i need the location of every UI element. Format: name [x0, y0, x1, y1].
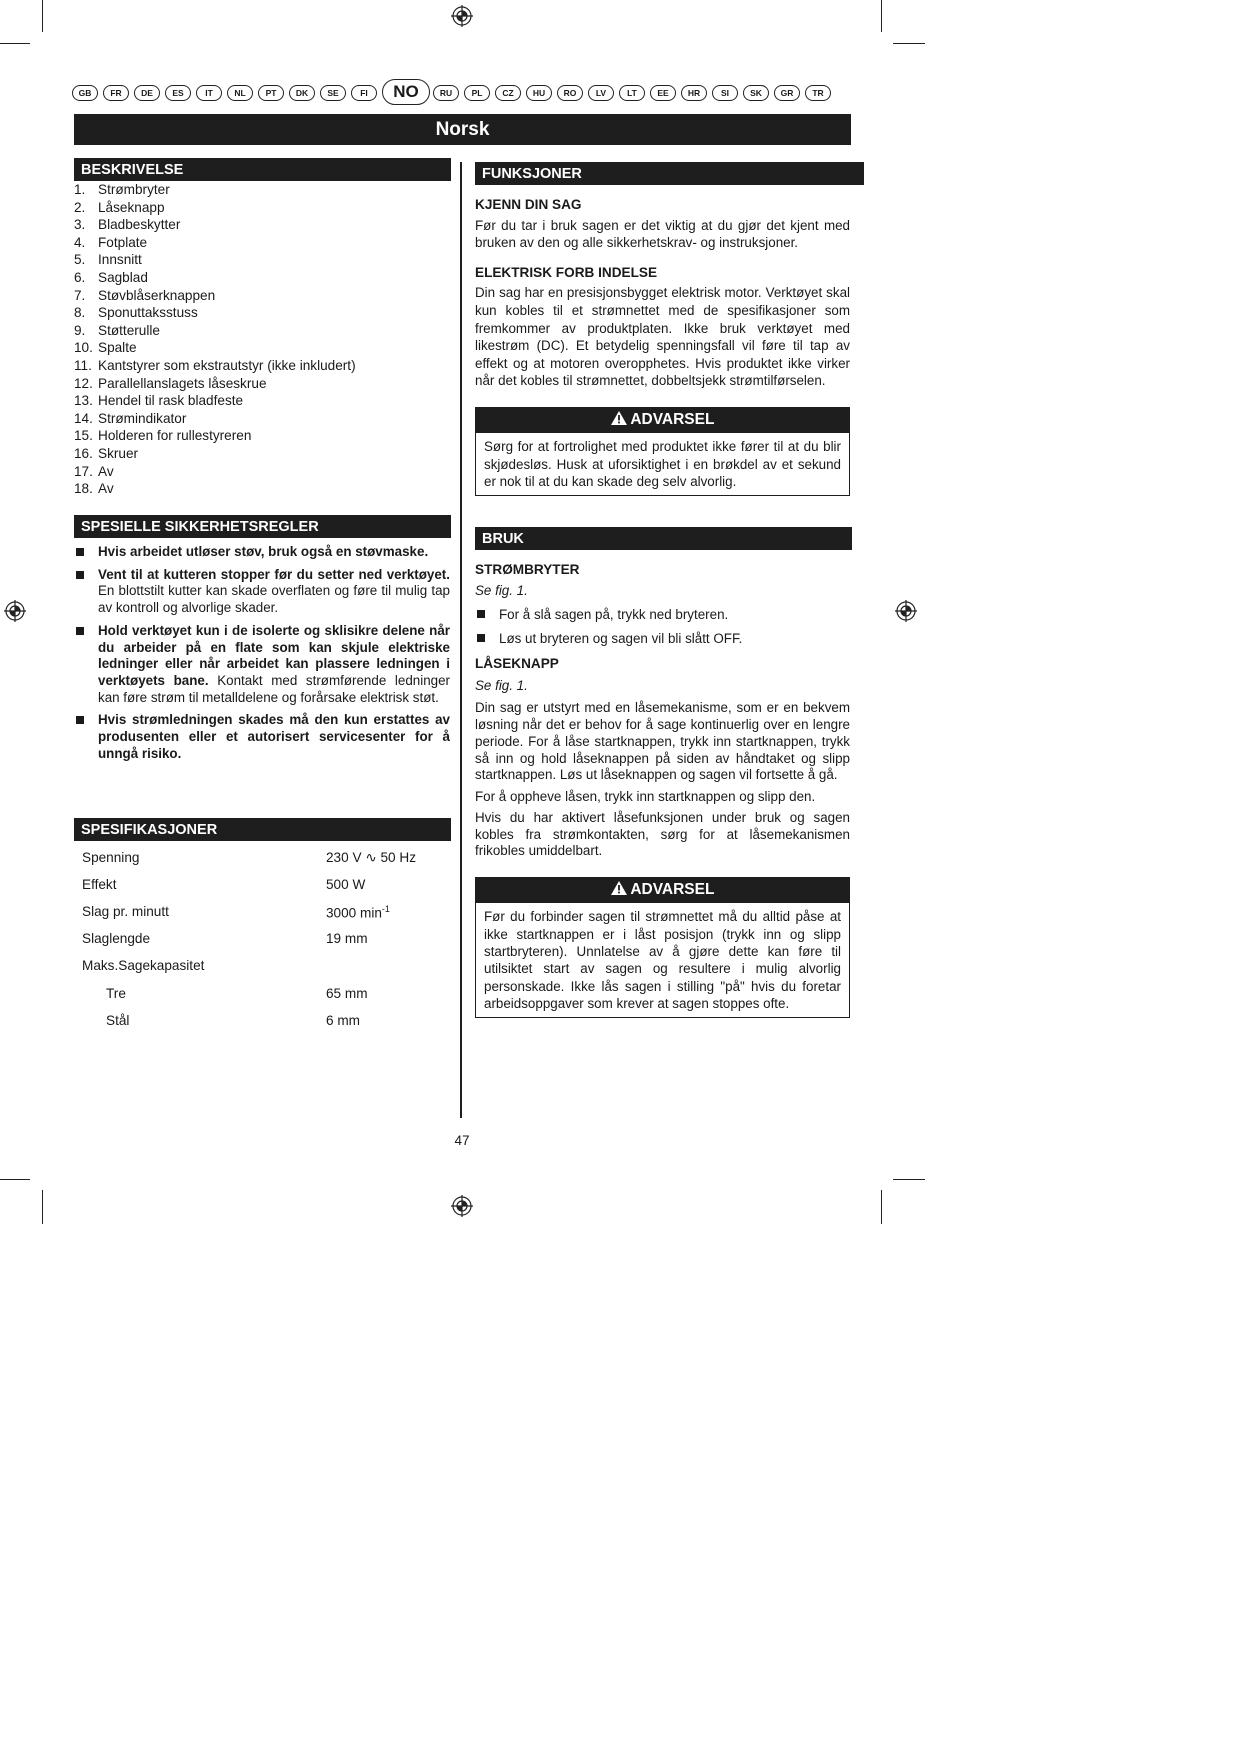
registration-mark-icon [451, 1195, 473, 1217]
switch-instructions [475, 606, 850, 647]
list-item [74, 392, 356, 410]
language-tab-nl[interactable]: NL [227, 85, 253, 101]
safety-rule-bold: Hvis arbeidet utløser støv, bruk også en støvmaske. [98, 544, 429, 559]
list-item-label: Av [98, 481, 114, 497]
paragraph-kjenn: Før du tar i bruk sagen er det viktig at du gjør det kjent med bruken av den og alle sikkerhetskrav- og instruksjoner. [475, 217, 850, 251]
list-item-number: 9. [74, 322, 86, 338]
language-tab-ru[interactable]: RU [433, 85, 459, 101]
paragraph-lase-1: Din sag er utstyrt med en låsemekanisme, som er en bekvem løsning når det er behov for å sage kontinuerlig over en lengre periode. For å låse startknappen, trykk inn startknappen, trykk så inn og hold låseknappen på siden av håndtaket og slipp startknappen. Løs ut låseknappen og sagen vil fortsette å gå. [475, 700, 850, 783]
list-item [74, 269, 356, 287]
spec-value-main: 230 V [326, 850, 366, 865]
list-item-label: Støvblåserknappen [98, 287, 216, 303]
list-item [74, 251, 356, 269]
list-item-number: 7. [74, 287, 86, 303]
language-tab-si[interactable]: SI [712, 85, 738, 101]
list-item [74, 199, 356, 217]
list-item-number: 8. [74, 305, 86, 321]
instruction-item [475, 606, 850, 624]
list-item [74, 181, 356, 199]
safety-rule-text: Kontakt med strømførende ledninger kan føre strøm til metalldelene og forårsake elektrisk støt. [98, 672, 450, 705]
crop-mark [0, 43, 30, 44]
registration-mark-icon [4, 600, 26, 622]
warning-text: Sørg for at fortrolighet med produktet ikke fører til at du blir skjødesløs. Husk at uforsiktighet i en brøkdel av et sekund er nok til at du kan skade deg selv alvorlig. [475, 432, 850, 496]
list-item-number: 17. [74, 463, 93, 479]
list-item-label: Skruer [98, 445, 139, 461]
list-item-label: Støtterulle [98, 322, 160, 338]
language-tab-fi[interactable]: FI [351, 85, 377, 101]
list-item-label: Kantstyrer som ekstrautstyr (ikke inkludert) [98, 357, 356, 373]
section-heading-safety: SPESIELLE SIKKERHETSREGLER [74, 515, 451, 538]
page-title: Norsk [74, 114, 851, 145]
list-item-number: 13. [74, 393, 93, 409]
spec-value-main: 500 W [326, 877, 366, 892]
warning-title: ADVARSEL [630, 410, 715, 428]
list-item-label: Bladbeskytter [98, 217, 181, 233]
language-tab-hu[interactable]: HU [526, 85, 552, 101]
language-tab-pt[interactable]: PT [258, 85, 284, 101]
list-item [74, 216, 356, 234]
safety-rule-bold: Vent til at kutteren stopper før du setter ned verktøyet. [98, 566, 450, 582]
paragraph-elektrisk: Din sag har en presisjonsbygget elektrisk motor. Verktøyet skal kun kobles til et strømnettet med de spesifikasjoner som fremkommer av produktplaten. Ikke bruk verktøyet med likestrøm (DC). Et betydelig spenningsfall vil føre til tap av effekt og at motoren overopphetes. Hvis produktet ikke virker når det kobles til strømnettet, dobbeltsjekk strømtilførselen. [475, 285, 850, 389]
list-item [74, 287, 356, 305]
list-item [74, 304, 356, 322]
language-tab-no[interactable]: NO [382, 79, 430, 105]
crop-mark [893, 43, 925, 44]
warning-box [475, 407, 850, 496]
section-heading-beskrivelse: BESKRIVELSE [74, 158, 451, 181]
warning-text: Før du forbinder sagen til strømnettet må du alltid påse at ikke startknappen er i låst posisjon (trykk inn og slipp startbryteren). Unnlatelse av å gjøre dette kan føre til utilsiktet start av sagen og resultere i mulig alvorlig personskade. Ikke lås sagen i stilling "på" hvis du foretar arbeidsoppgaver som krever at sagen stoppes ofte. [475, 902, 850, 1017]
list-item-label: Parallellanslagets låseskrue [98, 375, 267, 391]
list-item-number: 11. [74, 357, 92, 373]
crop-mark [893, 1179, 925, 1180]
language-tab-ee[interactable]: EE [650, 85, 676, 101]
safety-rule-text: En blottstilt kutter kan skade overflaten og føre til mulig tap av kontroll og alvorlige skader. [98, 583, 450, 616]
spec-label: Slag pr. minutt [82, 904, 169, 919]
figure-reference: Se fig. 1. [475, 677, 528, 693]
list-item [74, 375, 356, 393]
warning-box [475, 877, 850, 1017]
bullet-square-icon [76, 716, 84, 724]
subheading-laseknapp: LÅSEKNAPP [475, 656, 559, 672]
spec-value-main: 6 mm [326, 1013, 360, 1028]
paragraph-lase-2: For å oppheve låsen, trykk inn startknappen og slipp den. [475, 789, 816, 805]
language-tab-hr[interactable]: HR [681, 85, 707, 101]
list-item-label: Strømindikator [98, 410, 187, 426]
language-tab-se[interactable]: SE [320, 85, 346, 101]
language-selector [72, 82, 852, 104]
list-item [74, 357, 356, 375]
spec-label: Slaglengde [82, 931, 151, 946]
list-item-label: Låseknapp [98, 199, 165, 215]
list-item-label: Sponuttaksstuss [98, 305, 198, 321]
crop-mark [0, 1179, 30, 1180]
language-tab-dk[interactable]: DK [289, 85, 315, 101]
language-tab-gr[interactable]: GR [774, 85, 800, 101]
safety-rule-bold: Hvis strømledningen skades må den kun erstattes av produsenten eller et autorisert servicesenter for å unngå risiko. [98, 712, 450, 761]
list-item-number: 4. [74, 234, 86, 250]
list-item-number: 14. [74, 410, 93, 426]
language-tab-tr[interactable]: TR [805, 85, 831, 101]
list-item-number: 1. [74, 182, 86, 197]
section-heading-specs: SPESIFIKASJONER [74, 818, 451, 841]
language-tab-cz[interactable]: CZ [495, 85, 521, 101]
list-item-number: 3. [74, 217, 86, 233]
language-tab-lv[interactable]: LV [588, 85, 614, 101]
instruction-text: For å slå sagen på, trykk ned bryteren. [499, 606, 729, 622]
list-item [74, 427, 356, 445]
language-tab-de[interactable]: DE [134, 85, 160, 101]
spec-label: Effekt [82, 877, 117, 892]
spec-label: Maks.Sagekapasitet [82, 958, 205, 973]
safety-rule-bold: Hold verktøyet kun i de isolerte og sklisikre delene når du arbeider på en flate som kan skjule elektriske ledninger eller når arbeidet kan plassere ledningen i verktøyets bane. [98, 622, 450, 688]
list-item-label: Fotplate [98, 234, 148, 250]
warning-triangle-icon [611, 411, 627, 425]
instruction-item [475, 630, 850, 648]
list-item-number: 10. [74, 340, 93, 356]
description-list [74, 181, 356, 498]
page-number: 47 [454, 1133, 470, 1148]
safety-rule [74, 544, 450, 561]
registration-mark-icon [451, 5, 473, 27]
spec-value-main: 19 mm [326, 931, 368, 946]
spec-value [326, 931, 368, 946]
safety-rule [74, 623, 450, 707]
warning-triangle-icon [611, 881, 627, 895]
figure-reference: Se fig. 1. [475, 583, 528, 599]
spec-value [326, 877, 365, 892]
right-column [463, 162, 850, 1018]
warning-title: ADVARSEL [630, 881, 715, 899]
spec-value [326, 986, 368, 1001]
list-item [74, 339, 356, 357]
alternating-current-icon: ∿ [365, 850, 377, 865]
bullet-square-icon [477, 610, 485, 618]
subheading-strombryter: STRØMBRYTER [475, 561, 580, 577]
paragraph-lase-3: Hvis du har aktivert låsefunksjonen under bruk og sagen kobles fra strømkontakten, sørg for at låsemekanismen frikobles umiddelbart. [475, 809, 850, 859]
subheading-elektrisk: ELEKTRISK FORB INDELSE [475, 264, 658, 280]
language-tab-fr[interactable]: FR [103, 85, 129, 101]
safety-rule [74, 567, 450, 617]
list-item-number: 18. [74, 481, 93, 497]
list-item-number: 15. [74, 428, 93, 444]
list-item-number: 16. [74, 445, 93, 461]
crop-mark [881, 0, 882, 32]
list-item [74, 445, 356, 463]
crop-mark [42, 0, 43, 32]
bullet-square-icon [477, 634, 485, 642]
spec-value [326, 904, 390, 921]
spec-value-main: 65 mm [326, 986, 368, 1001]
list-item [74, 234, 356, 252]
list-item-label: Innsnitt [98, 252, 142, 268]
column-divider [460, 162, 462, 1118]
spec-value [326, 850, 416, 866]
section-heading-funksjoner: FUNKSJONER [475, 162, 864, 185]
section-heading-bruk: BRUK [475, 527, 852, 550]
list-item-label: Holderen for rullestyreren [98, 428, 252, 444]
list-item-label: Av [98, 463, 114, 479]
list-item-label: Sagblad [98, 269, 148, 285]
spec-value-main: 3000 min [326, 905, 382, 921]
spec-value [326, 1013, 360, 1028]
list-item-number: 2. [74, 199, 86, 215]
list-item [74, 463, 356, 481]
spec-label: Spenning [82, 850, 140, 865]
list-item [74, 480, 356, 498]
spec-label: Tre [106, 986, 126, 1001]
list-item-label: Spalte [98, 340, 137, 356]
instruction-text: Løs ut bryteren og sagen vil bli slått OFF. [499, 630, 743, 646]
language-tab-sk[interactable]: SK [743, 85, 769, 101]
subheading-kjenn: KJENN DIN SAG [475, 197, 582, 212]
language-tab-gb[interactable]: GB [72, 85, 98, 101]
bullet-square-icon [76, 627, 84, 635]
list-item-label: Strømbryter [98, 182, 170, 197]
bullet-square-icon [76, 571, 84, 579]
bullet-square-icon [76, 548, 84, 556]
crop-mark [881, 1190, 882, 1224]
language-tab-es[interactable]: ES [165, 85, 191, 101]
registration-mark-icon [895, 600, 917, 622]
list-item-number: 5. [74, 252, 86, 268]
safety-rule [74, 712, 450, 762]
language-tab-it[interactable]: IT [196, 85, 222, 101]
warning-heading [475, 877, 850, 902]
language-tab-lt[interactable]: LT [619, 85, 645, 101]
list-item [74, 410, 356, 428]
spec-value-frequency: 50 Hz [376, 850, 416, 865]
list-item [74, 322, 356, 340]
spec-label: Stål [106, 1013, 130, 1028]
list-item-number: 12. [74, 375, 93, 391]
list-item-label: Hendel til rask bladfeste [98, 393, 244, 409]
warning-heading [475, 407, 850, 432]
crop-mark [42, 1190, 43, 1224]
list-item-number: 6. [74, 269, 86, 285]
language-tab-pl[interactable]: PL [464, 85, 490, 101]
safety-rules-list [74, 544, 450, 768]
spec-value-exponent: -1 [381, 904, 390, 914]
language-tab-ro[interactable]: RO [557, 85, 583, 101]
